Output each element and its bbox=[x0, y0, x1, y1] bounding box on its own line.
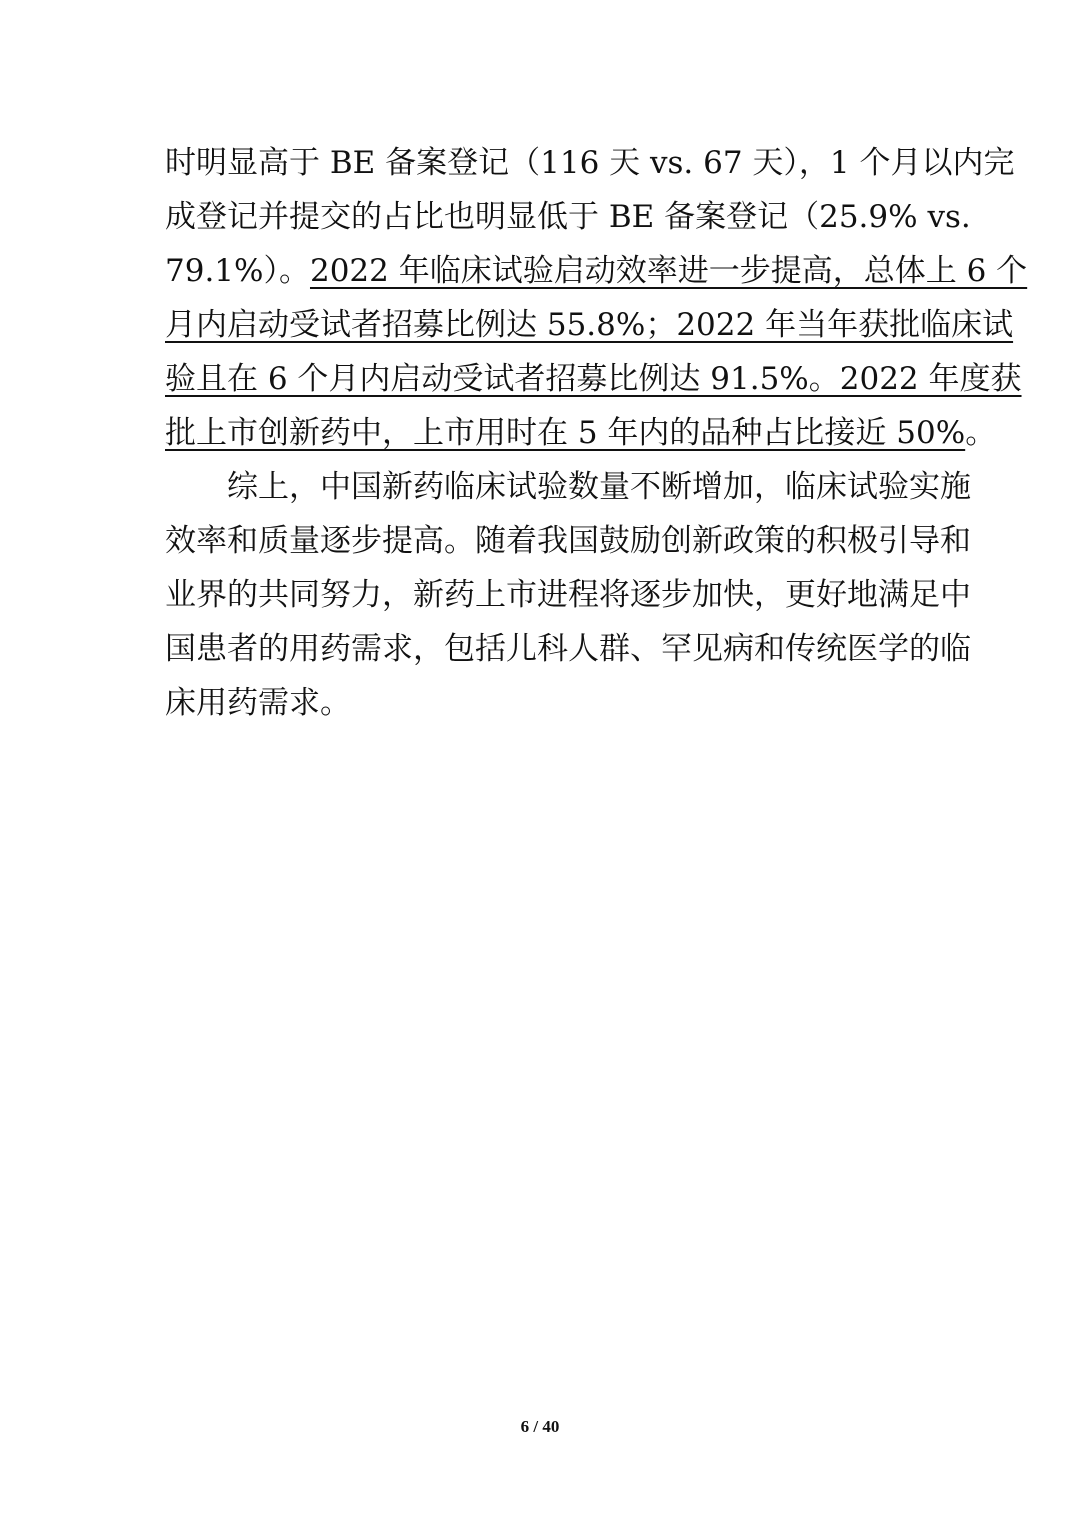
text-run: 综上，中国新药临床试验数量不断增加，临床试验实施 bbox=[165, 469, 971, 505]
paragraph-2-line-1 bbox=[165, 467, 971, 507]
underlined-text-run: 批上市创新药中，上市用时在 5 年内的品种占比接近 50% bbox=[165, 415, 966, 451]
text-run: 效率和质量逐步提高。随着我国鼓励创新政策的积极引导和 bbox=[165, 523, 971, 559]
text-run: 79.1%）。 bbox=[165, 253, 310, 289]
text-run: 。 bbox=[965, 415, 997, 451]
underlined-text-run: 月内启动受试者招募比例达 55.8%；2022 年当年获批临床试 bbox=[165, 307, 1014, 343]
paragraph-2-line-5 bbox=[165, 683, 917, 723]
paragraph-1-line-6 bbox=[165, 413, 997, 453]
text-run: 成登记并提交的占比也明显低于 BE 备案登记（25.9% vs. bbox=[165, 199, 971, 235]
paragraph-1-line-4 bbox=[165, 305, 1014, 345]
paragraph-1-line-1 bbox=[165, 143, 1015, 183]
page-number: 6 / 40 bbox=[520, 1417, 560, 1436]
paragraph-2-line-4 bbox=[165, 629, 971, 669]
paragraph-1-line-5 bbox=[165, 359, 1022, 399]
text-run: 业界的共同努力，新药上市进程将逐步加快，更好地满足中 bbox=[165, 577, 971, 613]
text-run: 国患者的用药需求，包括儿科人群、罕见病和传统医学的临 bbox=[165, 631, 971, 667]
paragraph-1-line-3 bbox=[165, 251, 1028, 291]
paragraph-1-line-2 bbox=[165, 197, 971, 237]
underlined-text-run: 2022 年临床试验启动效率进一步提高，总体上 6 个 bbox=[309, 253, 1028, 289]
underlined-text-run: 验且在 6 个月内启动受试者招募比例达 91.5%。2022 年度获 bbox=[165, 361, 1022, 397]
text-run: 时明显高于 BE 备案登记（116 天 vs. 67 天），1 个月以内完 bbox=[165, 145, 1015, 181]
paragraph-2-line-3 bbox=[165, 575, 971, 615]
paragraph-2-line-2 bbox=[165, 521, 971, 561]
text-run: 床用药需求。 bbox=[165, 685, 351, 721]
